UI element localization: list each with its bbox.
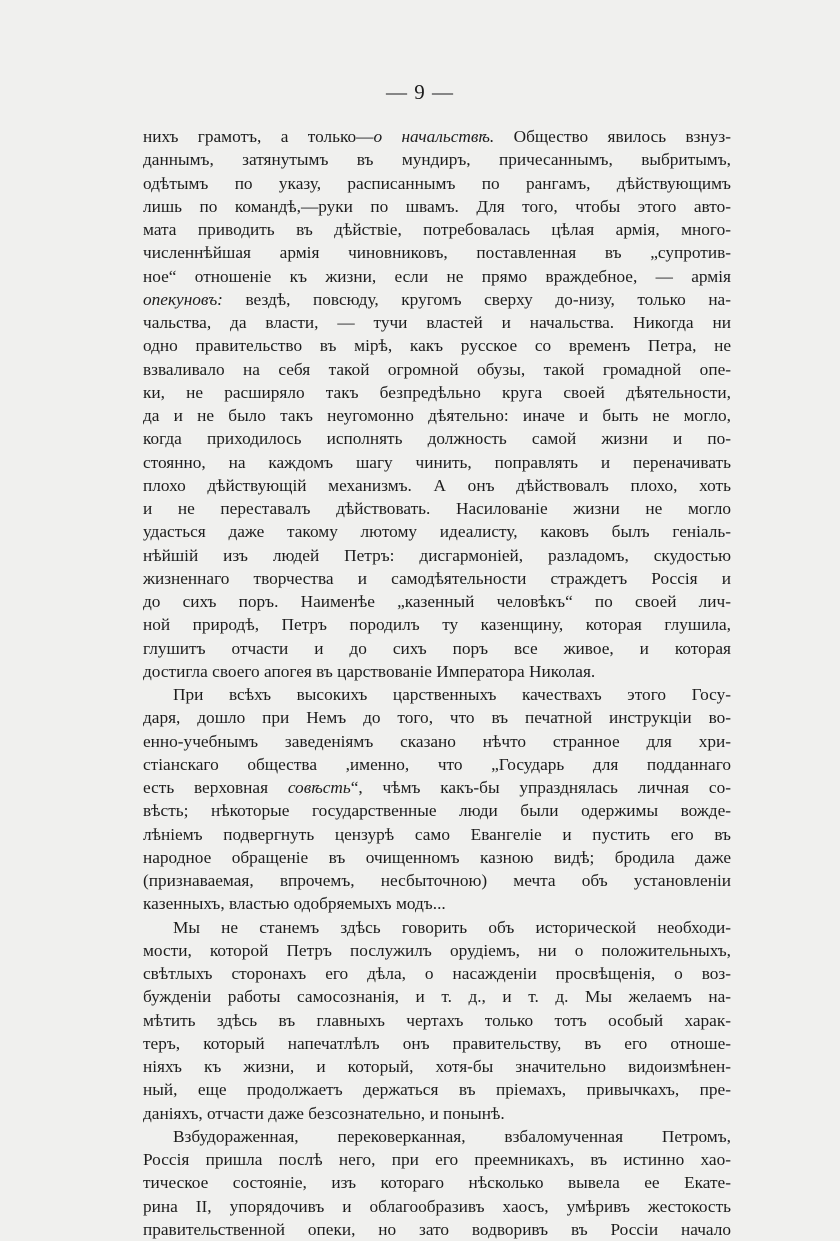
- text-line: [143, 706, 731, 729]
- text-line-main: численнѣйшая армія чиновниковъ, поставленная въ „супротив-: [143, 243, 731, 263]
- text-line-main: даря, дошло при Немъ до того, что въ печатной инструкціи во-: [143, 708, 731, 728]
- text-line: [143, 962, 731, 985]
- text-line-main: мѣтить здѣсь въ главныхъ чертахъ только тотъ особый харак-: [143, 1010, 731, 1030]
- text-line: [143, 381, 731, 404]
- text-line-main: глушитъ отчасти и до сихъ поръ все живое, и которая: [143, 638, 731, 658]
- text-line: [143, 265, 731, 288]
- text-line-main: одно правительство въ мірѣ, какъ русское со временъ Петра, не: [143, 336, 731, 356]
- text-line-main: Россія пришла послѣ него, при его преемникахъ, въ истинно хао-: [143, 1150, 731, 1169]
- text-line-main: стіанскаго общества ,именно, что „Государь для подданнаго: [143, 754, 731, 774]
- text-line-main: чальства, да власти, — тучи властей и начальства. Никогда ни: [143, 313, 731, 332]
- text-line-main: когда приходилось исполнять должность самой жизни и по-: [143, 429, 731, 449]
- text-line: [143, 916, 731, 939]
- text-line-main: мости, которой Петръ послужилъ орудіемъ, ни о положительныхъ,: [143, 940, 731, 960]
- text-line: [143, 1148, 731, 1171]
- text-line: [143, 288, 731, 311]
- text-line-main: достигла своего апогея въ царствованіе Императора Николая.: [143, 661, 596, 681]
- text-line-main: до сихъ поръ. Наименѣе „казенный человѣкъ“ по своей лич-: [143, 592, 731, 611]
- text-line-main: мата приводить въ дѣйствіе, потребовалась цѣлая армія, много-: [143, 220, 731, 239]
- text-line: [143, 985, 731, 1008]
- text-line-tail: “, чѣмъ какъ-бы упразднялась личная со-: [350, 778, 731, 797]
- text-line: [143, 1032, 731, 1055]
- text-line-main: рина II, упорядочивъ и облагообразивъ хаосъ, умѣривъ жестокость: [143, 1196, 731, 1216]
- text-line-main: ное“ отношеніе къ жизни, если не прямо враждебное, — армія: [143, 266, 731, 286]
- text-line-main: вѣсть; нѣкоторые государственные люди были одержимы вожде-: [143, 801, 731, 821]
- text-line: [143, 125, 731, 148]
- text-line: [143, 869, 731, 892]
- text-line-main: стоянно, на каждомъ шагу чинить, поправлять и переначивать: [143, 452, 731, 472]
- text-line: [143, 334, 731, 357]
- text-line-main: даніяхъ, отчасти даже безсознательно, и понынѣ.: [143, 1103, 505, 1123]
- text-line-main: тическое состояніе, изъ котораго нѣсколько вывела ее Екате-: [143, 1173, 731, 1193]
- text-line-main: одѣтымъ по указу, расписаннымъ по рангамъ, дѣйствующимъ: [143, 173, 731, 193]
- text-line-main: ный, еще продолжаетъ держаться въ пріемахъ, привычкахъ, пре-: [143, 1080, 731, 1100]
- text-line: [143, 195, 731, 218]
- text-line: [143, 218, 731, 241]
- text-line: [143, 1218, 731, 1241]
- text-line-main: жизненнаго творчества и самодѣятельности страждетъ Россія и: [143, 568, 731, 588]
- text-line: [143, 1195, 731, 1218]
- text-line: [143, 939, 731, 962]
- text-line-main: лѣніемъ подвергнуть цензурѣ само Евангеліе и пустить его въ: [143, 824, 731, 844]
- text-line: [143, 148, 731, 171]
- text-line: [143, 683, 731, 706]
- text-line-main: плохо дѣйствующій механизмъ. А онъ дѣйствовалъ плохо, хоть: [143, 475, 731, 495]
- page-number: — 9 —: [386, 80, 454, 104]
- text-line-main: При всѣхъ высокихъ царственныхъ качествахъ этого Госу-: [173, 685, 731, 704]
- text-line-main: Взбудораженная, перековерканная, взбаломученная Петромъ,: [173, 1126, 731, 1146]
- text-line-main: нѣйшій изъ людей Петръ: дисгармоніей, разладомъ, скудостью: [143, 545, 731, 565]
- text-line: [143, 1125, 731, 1148]
- text-line-main: казенныхъ, властью одобряемыхъ модъ...: [143, 894, 446, 914]
- text-line: [143, 474, 731, 497]
- text-line: [143, 358, 731, 381]
- text-line: [143, 823, 731, 846]
- text-line-main: лишь по командѣ,—руки по швамъ. Для того, чтобы этого авто-: [143, 196, 731, 216]
- text-line-main: нихъ грамотъ, а только—: [143, 127, 374, 146]
- text-line: [143, 892, 731, 915]
- text-line: [143, 1102, 731, 1125]
- text-line-tail: Общество явилось взнуз-: [494, 127, 731, 146]
- text-line: [143, 1055, 731, 1078]
- text-line: [143, 404, 731, 427]
- text-line-main: даннымъ, затянутымъ въ мундиръ, причесаннымъ, выбритымъ,: [143, 150, 731, 170]
- text-line: [143, 241, 731, 264]
- text-line: [143, 544, 731, 567]
- text-line: [143, 590, 731, 613]
- text-line-main: правительственной опеки, но зато водворивъ въ Россіи начало: [143, 1219, 731, 1239]
- text-line-main: енно-учебнымъ заведеніямъ сказано нѣчто странное для хри-: [143, 731, 731, 751]
- text-line: [143, 172, 731, 195]
- text-line: [143, 776, 731, 799]
- text-line-main: ной природѣ, Петръ породилъ ту казенщину, которая глушила,: [143, 615, 731, 635]
- text-line: [143, 427, 731, 450]
- text-line-main: ніяхъ къ жизни, и который, хотя-бы значительно видоизмѣнен-: [143, 1057, 731, 1076]
- text-line-main: свѣтлыхъ сторонахъ его дѣла, о насажденіи просвѣщенія, о воз-: [143, 964, 731, 983]
- text-line: [143, 660, 731, 683]
- text-line-main: (признаваемая, впрочемъ, несбыточною) мечта объ установленіи: [143, 871, 731, 890]
- text-line-main: взваливало на себя такой огромной обузы, такой громадной опе-: [143, 359, 731, 379]
- text-line: [143, 497, 731, 520]
- text-line: [143, 730, 731, 753]
- text-line-main: Мы не станемъ здѣсь говорить объ исторической необходи-: [173, 917, 731, 937]
- text-line-main: да и не было такъ неугомонно дѣятельно: иначе и быть не могло,: [143, 406, 731, 425]
- body-text: [143, 125, 731, 1241]
- text-line: [143, 1171, 731, 1194]
- emphasized-text: о начальствѣ.: [373, 127, 495, 146]
- text-line: [143, 637, 731, 660]
- text-line: [143, 753, 731, 776]
- text-line: [143, 613, 731, 636]
- text-line-main: бужденіи работы самосознанія, и т. д., и т. д. Мы желаемъ на-: [143, 987, 731, 1007]
- text-line-main: удасться даже такому лютому идеалисту, каковъ былъ геніаль-: [143, 522, 731, 542]
- emphasized-text: опекуновъ:: [143, 289, 223, 309]
- text-line: [143, 451, 731, 474]
- text-line: [143, 311, 731, 334]
- text-line: [143, 1009, 731, 1032]
- text-line: [143, 846, 731, 869]
- text-line: [143, 567, 731, 590]
- text-line-main: есть верховная: [143, 778, 288, 797]
- text-line-main: теръ, который напечатлѣлъ онъ правительству, въ его отноше-: [143, 1033, 731, 1053]
- text-line-main: народное обращеніе въ очищенномъ казною видѣ; бродила даже: [143, 847, 731, 867]
- text-line-main: ки, не расширяло такъ безпредѣльно круга своей дѣятельности,: [143, 382, 731, 402]
- emphasized-text: совѣсть: [287, 778, 351, 797]
- text-line: [143, 799, 731, 822]
- text-line-main: и не переставалъ дѣйствовать. Насилованіе жизни не могло: [143, 499, 731, 518]
- text-line-tail: вездѣ, повсюду, кругомъ сверху до-низу, только на-: [222, 289, 731, 309]
- text-line: [143, 520, 731, 543]
- text-line: [143, 1078, 731, 1101]
